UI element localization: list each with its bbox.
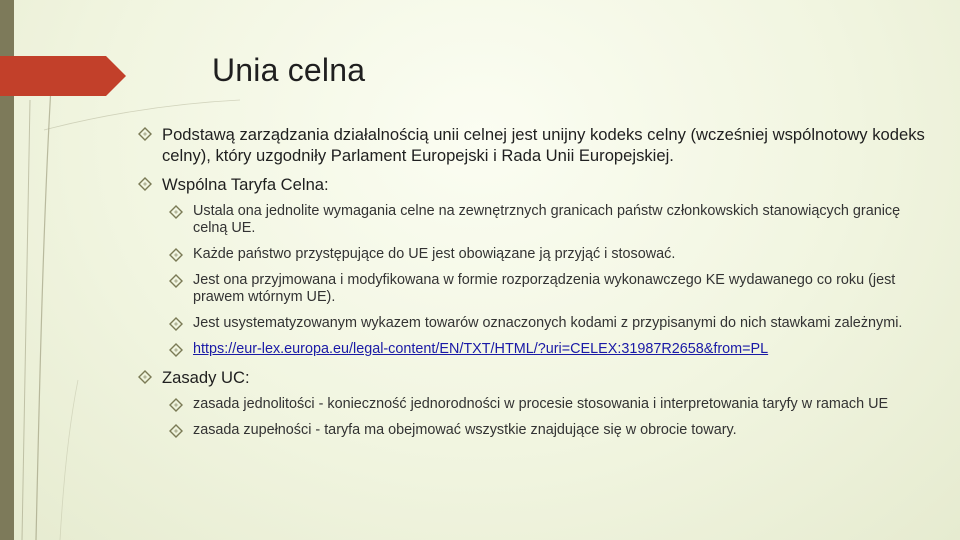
bullet-text: Każde państwo przystępujące do UE jest obowiązane ją przyjąć i stosować. — [193, 246, 676, 262]
diamond-outline-icon — [169, 317, 183, 331]
diamond-outline-icon — [138, 177, 152, 191]
bullet-text: Podstawą zarządzania działalnością unii celnej jest unijny kodeks celny (wcześniej wspólnotowy kodeks celny), który uzgodniły Parlament Europejski i Rada Unii Europejskiej. — [162, 125, 925, 165]
diamond-outline-icon — [169, 248, 183, 262]
bullet-text: Jest usystematyzowanym wykazem towarów oznaczonych kodami z przypisanymi do nich stawkami zależnymi. — [193, 315, 903, 331]
slide-content — [136, 124, 926, 448]
diamond-outline-icon — [169, 274, 183, 288]
diamond-outline-icon — [169, 424, 183, 438]
bullet-item — [136, 203, 926, 237]
bullet-item — [136, 272, 926, 306]
diamond-outline-icon — [169, 398, 183, 412]
link-list-item — [136, 341, 926, 358]
bullet-item — [136, 315, 926, 332]
diamond-outline-icon — [138, 127, 152, 141]
slide-title: Unia celna — [212, 52, 366, 88]
diamond-outline-icon — [169, 343, 183, 357]
bullet-text: Wspólna Taryfa Celna: — [162, 175, 329, 194]
bullet-item — [136, 246, 926, 263]
bullet-text: zasada zupełności - taryfa ma obejmować wszystkie znajdujące się w obrocie towary. — [193, 422, 737, 438]
title-arrow-shape — [0, 56, 126, 96]
bullet-item — [136, 422, 926, 439]
diamond-outline-icon — [138, 370, 152, 384]
bullet-item — [136, 124, 926, 166]
bullet-item — [136, 174, 926, 195]
eur-lex-link[interactable]: https://eur-lex.europa.eu/legal-content/EN/TXT/HTML/?uri=CELEX:31987R2658&from=PL — [193, 341, 769, 357]
diamond-outline-icon — [169, 205, 183, 219]
bullet-text: Jest ona przyjmowana i modyfikowana w formie rozporządzenia wykonawczego KE wydawanego co roku (jest prawem wtórnym UE). — [193, 272, 896, 305]
bullet-item — [136, 396, 926, 413]
bullet-text: Zasady UC: — [162, 368, 250, 387]
bullet-item — [136, 367, 926, 388]
bullet-text: zasada jednolitości - konieczność jednorodności w procesie stosowania i interpretowania taryfy w ramach UE — [193, 396, 889, 412]
bullet-text: Ustala ona jednolite wymagania celne na zewnętrznych granicach państw członkowskich stanowiących granicę celną UE. — [193, 203, 901, 236]
